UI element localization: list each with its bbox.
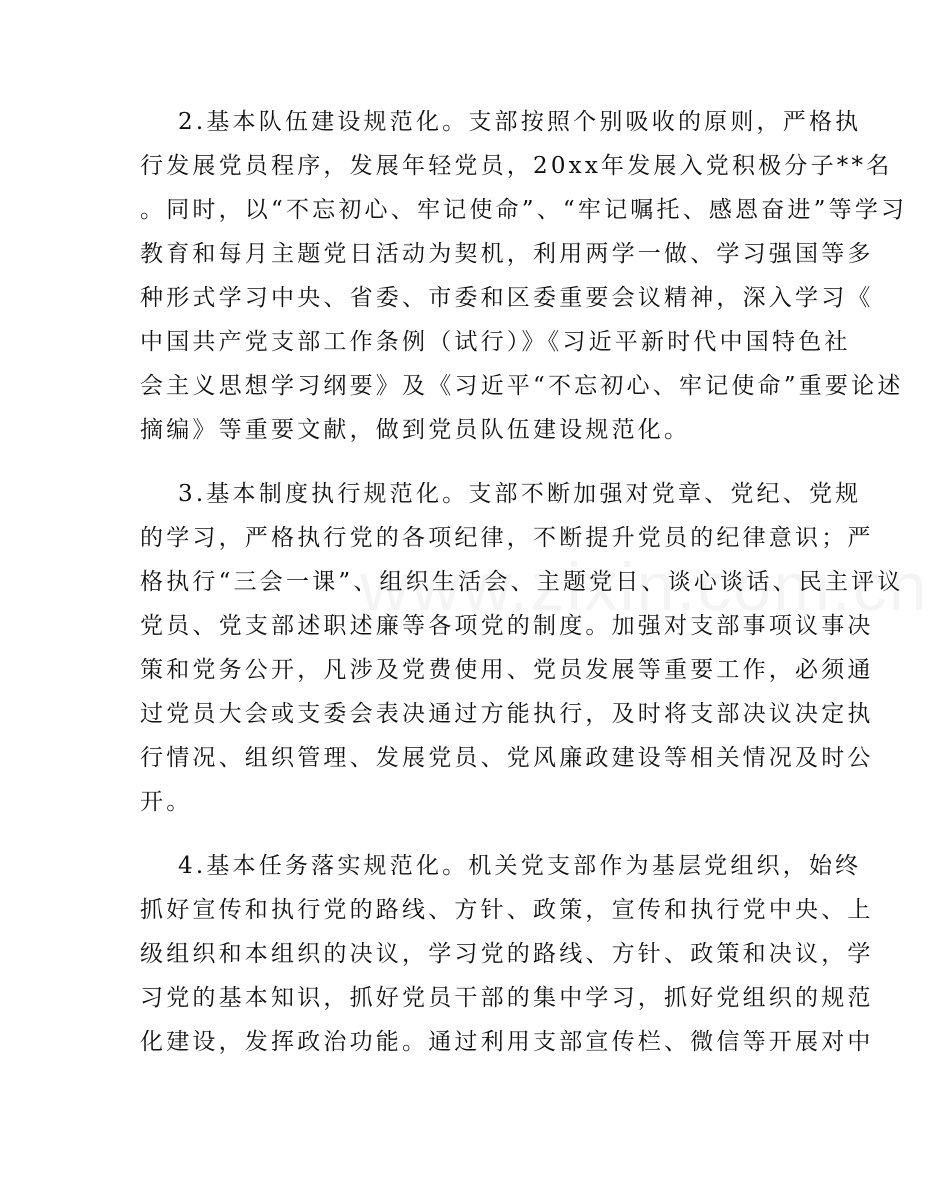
text-line: 3.基本制度执行规范化。支部不断加强对党章、党纪、党规 [178,481,862,507]
text-line: 4.基本任务落实规范化。机关党支部作为基层党组织，始终 [178,853,862,879]
text-line: 中国共产党支部工作条例（试行）》《习近平新时代中国特色社 [140,329,851,355]
text-line: 。同时，以“不忘初心、牢记使命”、“牢记嘱托、感恩奋进”等学习 [140,197,908,223]
text-line: 开。 [140,789,193,815]
text-line: 2.基本队伍建设规范化。支部按照个别吸收的原则，严格执 [178,109,862,135]
text-line: 行发展党员程序，发展年轻党员，20xx年发展入党积极分子**名 [140,153,893,179]
paragraph-task-implementation [140,844,874,1064]
text-line: 格执行“三会一课”、组织生活会、主题党日、谈心谈话、民主评议 [140,569,904,595]
text-line: 化建设，发挥政治功能。通过利用支部宣传栏、微信等开展对中 [140,1029,874,1055]
text-line: 会主义思想学习纲要》及《习近平“不忘初心、牢记使命”重要论述 [140,373,904,399]
text-line: 策和党务公开，凡涉及党费使用、党员发展等重要工作，必须通 [140,657,874,683]
text-line: 过党员大会或支委会表决通过方能执行，及时将支部决议决定执 [140,701,874,727]
text-line: 习党的基本知识，抓好党员干部的集中学习，抓好党组织的规范 [140,985,874,1011]
text-line: 的学习，严格执行党的各项纪律，不断提升党员的纪律意识；严 [140,525,874,551]
text-line: 教育和每月主题党日活动为契机，利用两学一做、学习强国等多 [140,241,874,267]
text-line: 种形式学习中央、省委、市委和区委重要会议精神，深入学习《 [140,285,874,311]
paragraph-system-execution [140,472,904,824]
text-line: 抓好宣传和执行党的路线、方针、政策，宣传和执行党中央、上 [140,897,874,923]
text-line: 级组织和本组织的决议，学习党的路线、方针、政策和决议，学 [140,941,874,967]
text-line: 摘编》等重要文献，做到党员队伍建设规范化。 [140,417,691,443]
text-line: 党员、党支部述职述廉等各项党的制度。加强对支部事项议事决 [140,613,874,639]
paragraph-team-building [140,100,908,452]
text-line: 行情况、组织管理、发展党员、党风廉政建设等相关情况及时公 [140,745,874,771]
